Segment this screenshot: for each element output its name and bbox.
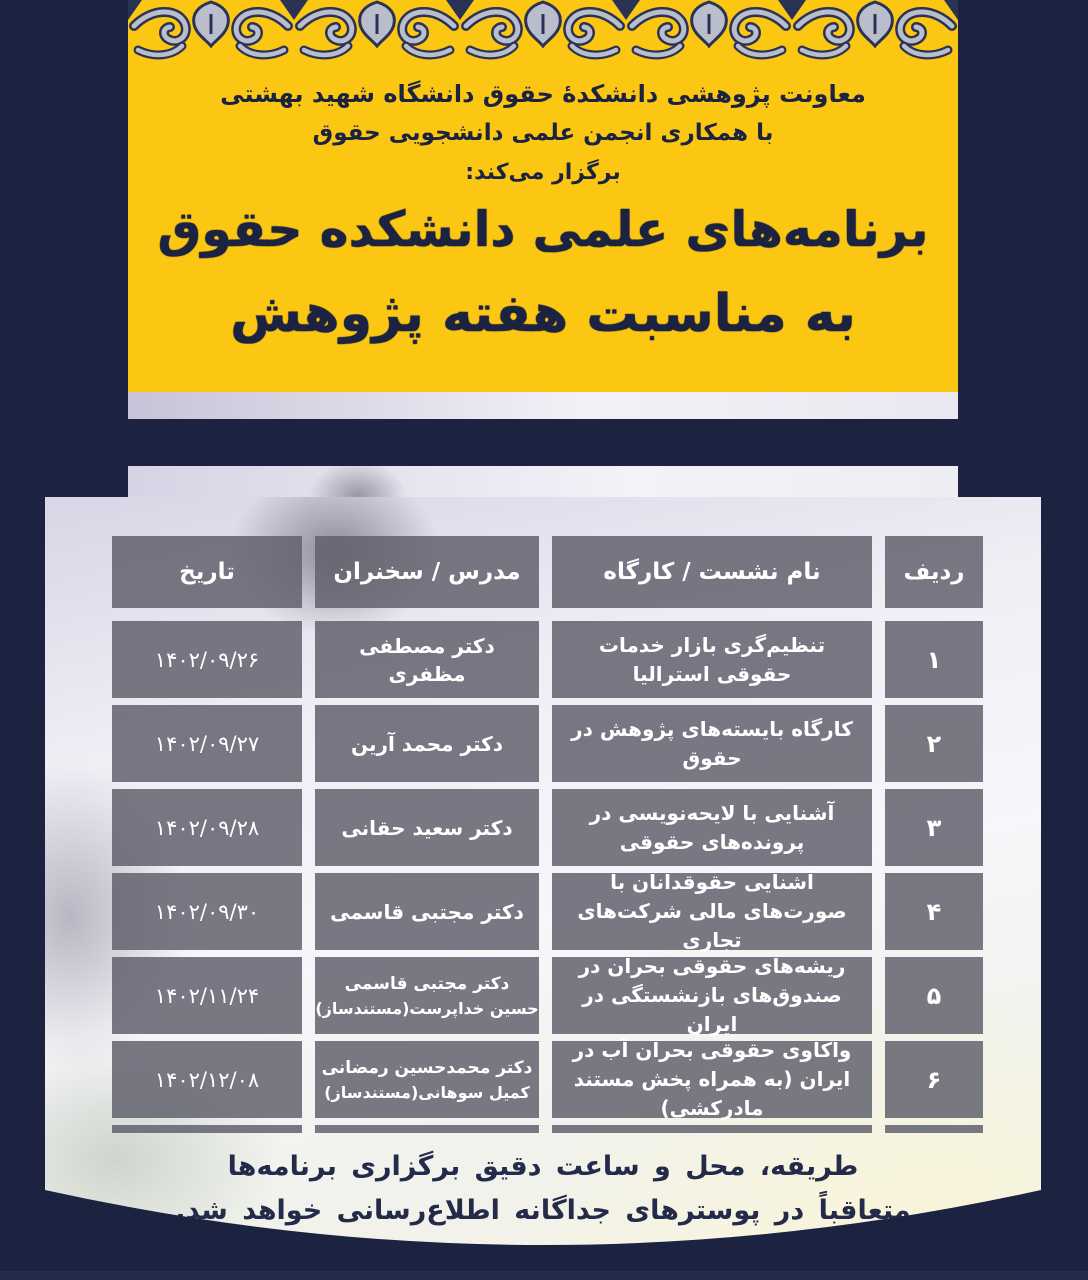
footer-note-line2: متعاقباً در پوسترهای جداگانه اطلاع‌رسانی خواهد شد. <box>175 1194 911 1226</box>
panel-top-step <box>128 466 958 497</box>
cell-session: کارگاه بایسته‌های پژوهش در حقوق <box>552 705 872 782</box>
cell-speaker: دکتر محمد آرین <box>350 731 504 756</box>
table-row <box>112 954 983 1036</box>
cell-num: ۶ <box>885 1041 983 1118</box>
table-row <box>112 789 983 866</box>
cell-speaker: دکتر مجتبی قاسمی <box>330 899 524 924</box>
schedule-panel <box>45 497 1041 1250</box>
banner-text <box>128 66 958 344</box>
table-cutoff-row <box>112 1125 983 1133</box>
table-header-row <box>112 536 983 608</box>
cell-session: واکاوی حقوقی بحران آب در ایران (به همراه پخش مستند مادرکشی) <box>552 1041 872 1118</box>
stub-cell <box>315 1125 539 1133</box>
cell-date: ۱۴۰۲/۰۹/۲۶ <box>112 621 302 698</box>
table-row <box>112 621 983 698</box>
cell-date: ۱۴۰۲/۰۹/۲۸ <box>112 789 302 866</box>
stub-cell <box>885 1125 983 1133</box>
footer-note-line1: طریقه، محل و ساعت دقیق برگزاری برنامه‌ها <box>227 1151 859 1182</box>
cell-date: ۱۴۰۲/۰۹/۲۷ <box>112 705 302 782</box>
cell-num: ۳ <box>885 789 983 866</box>
cell-num: ۴ <box>885 873 983 950</box>
cell-speaker: دکتر محمدحسین رمضانی <box>321 1058 533 1079</box>
cell-speaker-secondary: کمیل سوهانی(مستندساز) <box>324 1082 530 1102</box>
stub-cell <box>112 1125 302 1133</box>
arabesque-ornament-icon <box>128 0 958 66</box>
schedule-table <box>112 497 983 1133</box>
cell-session: ریشه‌های حقوقی بحران در صندوق‌های بازنشستگی در ایران <box>552 957 872 1034</box>
cell-date: ۱۴۰۲/۱۲/۰۸ <box>112 1041 302 1118</box>
organizer-line: معاونت پژوهشی دانشکدهٔ حقوق دانشگاه شهید بهشتی <box>220 80 866 108</box>
header-cell-speaker: مدرس / سخنران <box>315 536 539 608</box>
cell-num: ۱ <box>885 621 983 698</box>
table-row <box>112 1038 983 1120</box>
cell-speaker: دکتر مجتبی قاسمی <box>344 974 510 995</box>
cell-session: آشنایی با لایحه‌نویسی در پرونده‌های حقوقی <box>552 789 872 866</box>
cell-date: ۱۴۰۲/۱۱/۲۴ <box>112 957 302 1034</box>
holds-line: برگزار می‌کند: <box>465 160 621 185</box>
cell-session: آشنایی حقوقدانان با صورت‌های مالی شرکت‌های تجاری <box>552 873 872 950</box>
table-row <box>112 705 983 782</box>
cell-num: ۲ <box>885 705 983 782</box>
cell-speaker-secondary: حسین خداپرست(مستندساز) <box>315 998 539 1018</box>
banner <box>128 0 958 392</box>
stub-cell <box>552 1125 872 1133</box>
cell-date: ۱۴۰۲/۰۹/۳۰ <box>112 873 302 950</box>
header-cell-row: ردیف <box>885 536 983 608</box>
table-row <box>112 870 983 952</box>
cell-session: تنظیم‌گری بازار خدمات حقوقی استرالیا <box>552 621 872 698</box>
poster-title-line2: به مناسبت هفته پژوهش <box>230 284 856 344</box>
header-cell-date: تاریخ <box>112 536 302 608</box>
bottom-curve-mask <box>45 1185 1041 1250</box>
poster-title-line1: برنامه‌های علمی دانشکده حقوق <box>157 201 929 258</box>
bottom-accent-strip <box>0 1271 1088 1280</box>
header-cell-session: نام نشست / کارگاه <box>552 536 872 608</box>
banner-bottom-gradient <box>128 392 958 419</box>
cell-speaker: دکتر سعید حقانی <box>341 815 513 840</box>
cell-num: ۵ <box>885 957 983 1034</box>
cell-speaker: دکتر مصطفی مظفری <box>359 633 495 686</box>
collaboration-line: با همکاری انجمن علمی دانشجویی حقوق <box>312 120 774 146</box>
